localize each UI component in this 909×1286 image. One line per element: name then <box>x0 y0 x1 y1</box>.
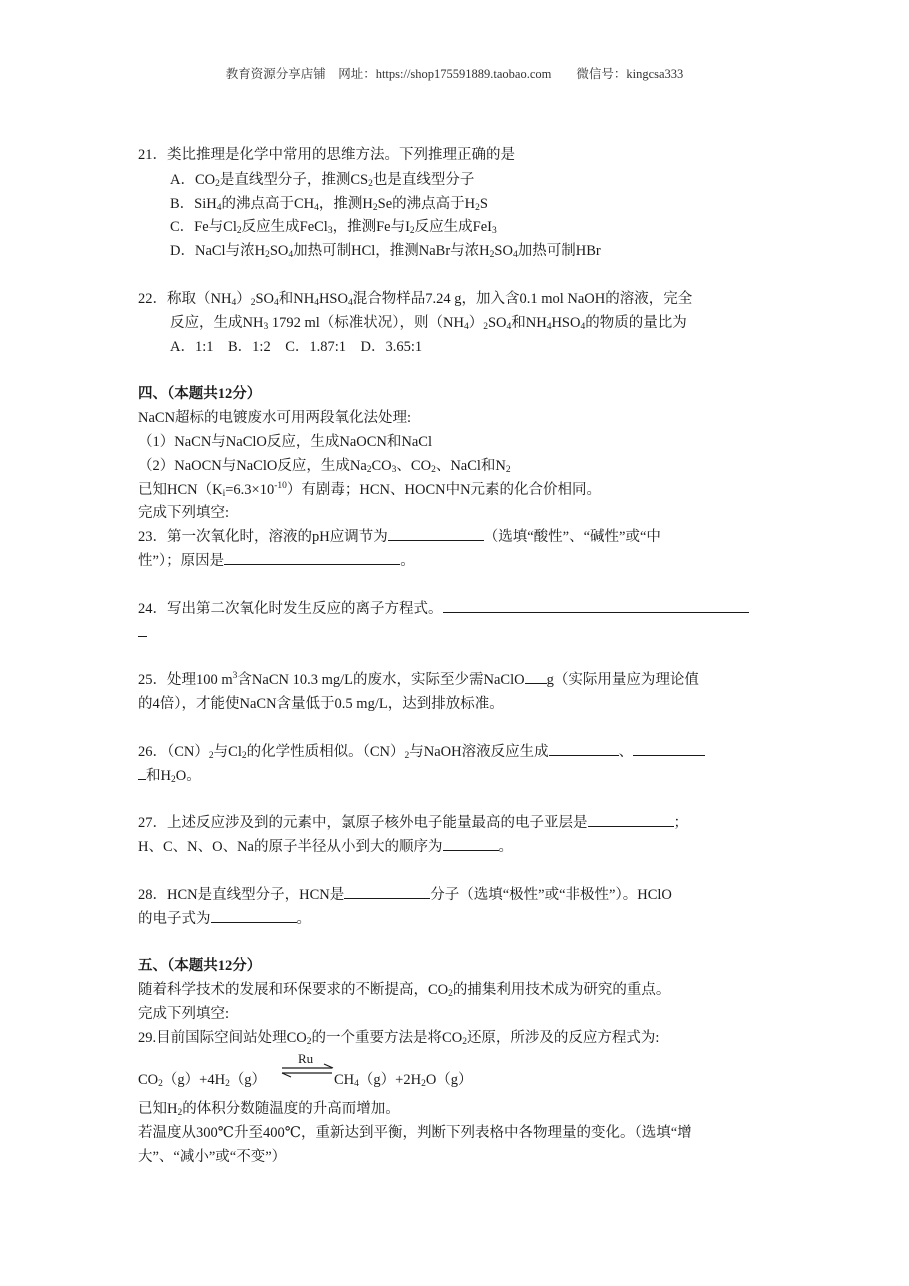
q23-blank-reason[interactable] <box>224 551 400 565</box>
reversible-arrow-icon <box>280 1052 336 1080</box>
q29-stem: 29.目前国际空间站处理$CO_2$的一个重要方法是将$CO_2$还原，所涉及的反应方程式为: <box>138 1030 660 1047</box>
q27-blank-subshell[interactable] <box>588 813 674 827</box>
section-4-title: 四、（本题共12分） <box>138 386 262 402</box>
q22-options: A．1:1 B．1:2 C．1.87:1 D．3.65:1 <box>170 339 423 355</box>
s4-fill-instruction: 完成下列填空: <box>138 505 230 521</box>
s4-known: 已知$HCN(K_i=6.3\times 10^{-10})$有剧毒；HCN、HOCN中N元素的化合价相同。 <box>138 481 602 499</box>
q26-blank-product1[interactable] <box>549 742 619 756</box>
q28-blank-polarity[interactable] <box>344 885 430 899</box>
section-5-title: 五、（本题共12分） <box>138 958 262 974</box>
s4-step2: （2）NaOCN与NaClO反应，生成$Na_2CO_3$、$CO_2$、NaCl和$N_2$ <box>138 458 511 475</box>
s4-intro: NaCN超标的电镀废水可用两段氧化法处理: <box>138 410 412 426</box>
q28-line1: 28．HCN是直线型分子，HCN是 分子（选填“极性”或“非极性”）。HClO <box>138 887 672 903</box>
q26-blank-tail[interactable] <box>138 766 146 780</box>
q27-blank-radius-order[interactable] <box>443 837 499 851</box>
q26-blank-product2[interactable] <box>633 742 705 756</box>
q24-blank-tail[interactable] <box>138 623 147 637</box>
equation-products: $CH_4(g)+2H_2O(g)$ <box>334 1072 473 1089</box>
page-header: 教育资源分享店铺 网址：https://shop175591889.taobao.com 微信号：kingcsa333 <box>225 67 684 81</box>
catalyst-label: Ru <box>298 1051 314 1066</box>
equilibrium-arrow <box>280 1052 336 1080</box>
q26-line1: 26．$(CN)_2$与$Cl_2$的化学性质相似。$(CN)_2$与NaOH溶液反应生成 、 <box>138 742 705 762</box>
q21-option-d: D．NaCl与浓$H_2SO_4$加热可制HCl，推测NaBr与浓$H_2SO_4$加热可制HBr <box>170 243 601 260</box>
q25-line1: 25．处理100 $m^3$含NaCN 10.3 mg/L的废水，实际至少需NaClO g（实际用量应为理论值 <box>138 671 699 688</box>
q23-line1: 23．第一次氧化时，溶液的pH应调节为 （选填“酸性”、“碱性”或“中 <box>138 529 661 545</box>
q24-blank-equation[interactable] <box>443 599 749 613</box>
s5-condition-line2: 大”、“减小”或“不变”） <box>138 1149 287 1165</box>
q21-option-b: B．SiH$_4$的沸点高于$CH_4$，推测$H_2Se$的沸点高于$H_2S$ <box>170 196 488 213</box>
q23-line2: 性”）；原因是 。 <box>138 553 415 569</box>
q24-line2 <box>138 623 147 643</box>
q21-stem: 21．类比推理是化学中常用的思维方法。下列推理正确的是 <box>138 147 515 163</box>
q25-line2: 的4倍），才能使NaCN含量低于0.5 mg/L，达到排放标准。 <box>138 696 504 712</box>
q22-line2: 反应，生成$NH_3$ 1792 ml（标准状况），则$(NH_4)_2SO_4$和$NH_4HSO_4$的物质的量比为 <box>170 315 687 332</box>
q24-line1: 24．写出第二次氧化时发生反应的离子方程式。 <box>138 599 749 619</box>
q22-line1: 22．称取$(NH_4)_2SO_4$和$NH_4HSO_4$混合物样品7.24 g，加入含0.1 mol NaOH的溶液，完全 <box>138 291 693 308</box>
q27-line2: H、C、N、O、Na的原子半径从小到大的顺序为 。 <box>138 839 513 855</box>
q28-blank-electron-formula[interactable] <box>211 909 297 923</box>
q21-option-c: C．Fe与$Cl_2$反应生成FeCl$_3$，推测Fe与$I_2$反应生成FeI$_3$ <box>170 219 497 236</box>
reaction-equation <box>138 1050 538 1092</box>
s5-condition-line1: 若温度从300℃升至400℃，重新达到平衡，判断下列表格中各物理量的变化。（选填“增 <box>138 1125 692 1141</box>
q26-line2: 和$H_2O$。 <box>138 766 201 786</box>
q23-blank-ph[interactable] <box>388 527 484 541</box>
s5-intro: 随着科学技术的发展和环保要求的不断提高，$CO_2$的捕集利用技术成为研究的重点。 <box>138 982 671 999</box>
s5-known: 已知$H_2$的体积分数随温度的升高而增加。 <box>138 1101 400 1118</box>
q27-line1: 27．上述反应涉及到的元素中，氯原子核外电子能量最高的电子亚层是 ； <box>138 815 688 831</box>
q25-blank-mass[interactable] <box>525 670 547 684</box>
q21-option-a: A．$CO_2$是直线型分子，推测$CS_2$也是直线型分子 <box>170 172 475 189</box>
s4-step1: （1）NaCN与NaClO反应，生成NaOCN和NaCl <box>138 434 433 450</box>
equation-reactants: $CO_2(g)+4H_2(g)$ <box>138 1072 267 1089</box>
s5-fill-instruction: 完成下列填空: <box>138 1006 230 1022</box>
q28-line2: 的电子式为 。 <box>138 911 311 927</box>
